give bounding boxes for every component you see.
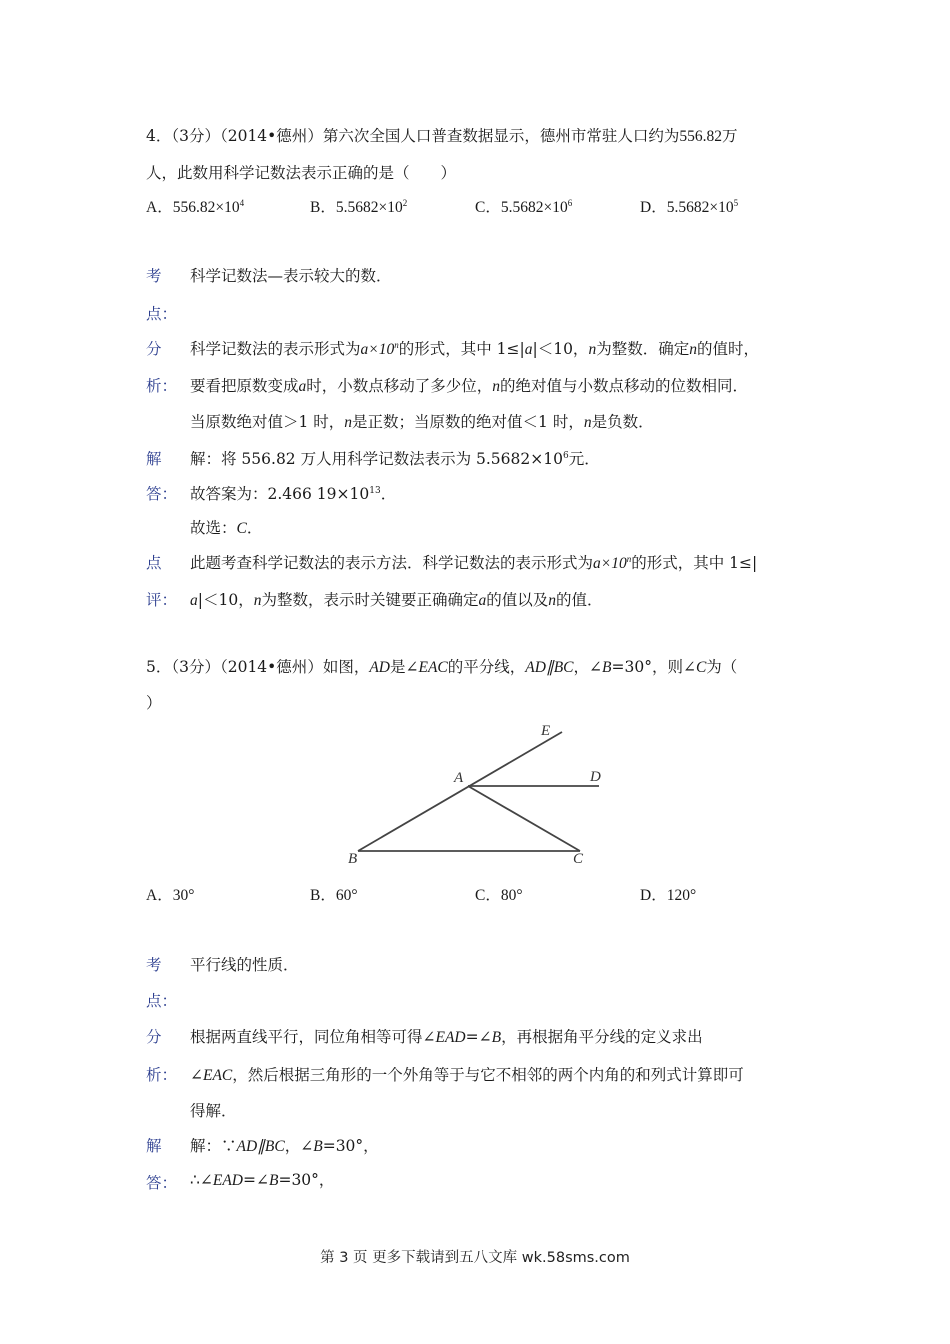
q5-option-b[interactable] bbox=[310, 886, 358, 906]
q4-option-a-label: A． bbox=[146, 199, 173, 216]
text-span: 科学记数法的表示形式为 bbox=[190, 340, 361, 358]
q5-stem-line-2: ） bbox=[146, 694, 162, 712]
q4-jieda-label-1: 解 bbox=[146, 450, 162, 468]
q4-jieda-line-1 bbox=[190, 449, 600, 469]
q4-option-a-base: 556.82×10 bbox=[172, 199, 240, 216]
math-span: EAC bbox=[203, 1067, 233, 1084]
math-exp: n bbox=[394, 340, 399, 350]
q4-option-b-label: B． bbox=[310, 199, 336, 216]
q4-fenxi-line-2 bbox=[190, 376, 748, 397]
q4-fenxi-line-3 bbox=[190, 412, 654, 433]
q4-option-c[interactable] bbox=[475, 198, 572, 218]
math-span: n bbox=[588, 341, 597, 358]
text-span: ∠ bbox=[190, 1066, 203, 1084]
q5-fenxi-line-2 bbox=[190, 1065, 744, 1086]
math-span: B bbox=[313, 1138, 323, 1155]
text-span: 此题考查科学记数法的表示方法．科学记数法的表示形式为 bbox=[190, 554, 594, 572]
q4-jieda-label-2: 答： bbox=[146, 485, 178, 503]
math-span: a bbox=[524, 341, 533, 358]
q4-fenxi-label-1: 分 bbox=[146, 340, 162, 358]
q4-kaodian-label-1: 考 bbox=[146, 267, 162, 285]
q5-stem-line-1 bbox=[146, 657, 737, 678]
q5-kaodian-label-1: 考 bbox=[146, 956, 162, 974]
math-span: a bbox=[298, 378, 307, 395]
q4-stem-number: 556.82 bbox=[679, 128, 722, 145]
q5-option-a[interactable] bbox=[146, 886, 194, 906]
text-span: ． bbox=[380, 485, 397, 503]
math-span: C bbox=[695, 659, 707, 676]
exp: 6 bbox=[562, 451, 569, 461]
text-span: 的值． bbox=[555, 591, 603, 609]
q4-option-d-exp: 5 bbox=[733, 198, 739, 208]
text-span: 故答案为：2.466 19×10 bbox=[190, 485, 370, 503]
math-span: a×10 bbox=[360, 341, 395, 358]
q5-option-b-value: 60° bbox=[335, 887, 358, 904]
text-span: 的形式，其中 1≤| bbox=[398, 340, 525, 358]
math-exp: n bbox=[626, 554, 632, 564]
text-span: 是正数；当原数的绝对值＜1 时， bbox=[352, 413, 584, 431]
segment-a-c bbox=[468, 786, 580, 851]
math-span: n bbox=[344, 414, 353, 431]
q4-option-d-label: D． bbox=[640, 199, 667, 216]
text-span: 是∠ bbox=[390, 658, 419, 676]
q4-stem-text: 4．（3分）（2014•德州）第六次全国人口普查数据显示，德州市常驻人口约为 bbox=[146, 127, 680, 145]
text-span: =30°，则∠ bbox=[611, 658, 696, 676]
q4-option-a-exp: 4 bbox=[239, 198, 245, 208]
q4-option-d[interactable] bbox=[640, 198, 738, 218]
text-span: ． bbox=[246, 519, 263, 537]
q5-option-d-value: 120° bbox=[666, 887, 697, 904]
text-span: =30°， bbox=[322, 1137, 379, 1155]
q5-option-c-value: 80° bbox=[500, 887, 523, 904]
text-span: 的值时， bbox=[696, 340, 759, 358]
q4-kaodian-text: 科学记数法—表示较大的数． bbox=[190, 267, 392, 285]
text-span: 元． bbox=[568, 450, 600, 468]
math-span: a bbox=[478, 592, 487, 609]
q5-jieda-line-2 bbox=[190, 1170, 334, 1191]
text-span: 为整数．确定 bbox=[596, 340, 690, 358]
q4-option-c-exp: 6 bbox=[567, 198, 573, 208]
q5-option-a-label: A． bbox=[146, 887, 173, 904]
math-span: n bbox=[583, 414, 592, 431]
label-d: D bbox=[590, 769, 601, 785]
text-span: 为整数，表示时关键要正确确定 bbox=[261, 591, 479, 609]
q4-jieda-line-2 bbox=[190, 484, 396, 504]
text-span: 是负数． bbox=[591, 413, 654, 431]
math-span: AD bbox=[369, 659, 390, 676]
math-span: B bbox=[491, 1029, 502, 1046]
math-span: AD∥BC bbox=[236, 1138, 285, 1155]
math-span: a bbox=[190, 592, 198, 609]
label-b: B bbox=[348, 851, 358, 867]
q4-stem-unit: 万 bbox=[721, 127, 738, 145]
q5-jieda-label-1: 解 bbox=[146, 1137, 162, 1155]
math-span: EAD bbox=[212, 1172, 243, 1189]
q5-fenxi-label-1: 分 bbox=[146, 1028, 162, 1046]
q4-kaodian-label-2: 点： bbox=[146, 305, 178, 323]
text-span: =∠ bbox=[243, 1171, 269, 1189]
q5-option-c[interactable] bbox=[475, 886, 523, 906]
page-footer: 第 3 页 更多下载请到五八文库 wk.58sms.com bbox=[320, 1250, 630, 1266]
q5-option-d[interactable] bbox=[640, 886, 696, 906]
math-span: n bbox=[548, 592, 556, 609]
text-span: ∴∠ bbox=[190, 1171, 213, 1189]
math-span: EAD bbox=[435, 1029, 466, 1046]
q5-jieda-label-2: 答： bbox=[146, 1174, 178, 1192]
math-span: a×10 bbox=[593, 555, 627, 572]
q4-jieda-line-3 bbox=[190, 518, 262, 539]
q4-fenxi-label-2: 析： bbox=[146, 377, 178, 395]
q4-option-b-base: 5.5682×10 bbox=[335, 199, 403, 216]
text-span: 解：将 556.82 万人用科学记数法表示为 5.5682×10 bbox=[190, 450, 563, 468]
text-span: 时，小数点移动了多少位， bbox=[306, 377, 493, 395]
q5-option-c-label: C． bbox=[475, 887, 501, 904]
text-span: 故选： bbox=[190, 519, 237, 537]
text-span: 的形式，其中 1≤| bbox=[631, 554, 758, 572]
text-span: 解：∵ bbox=[190, 1137, 237, 1155]
text-span: |＜10， bbox=[532, 340, 589, 358]
q4-stem-line-2: 人，此数用科学记数法表示正确的是（ ） bbox=[146, 164, 457, 182]
text-span: 要看把原数变成 bbox=[190, 377, 299, 395]
q4-option-a[interactable] bbox=[146, 198, 244, 218]
text-span: ，∠ bbox=[573, 658, 603, 676]
math-span: B bbox=[602, 659, 612, 676]
text-span: 的绝对值与小数点移动的位数相同． bbox=[500, 377, 749, 395]
text-span: ，∠ bbox=[284, 1137, 314, 1155]
q4-option-d-base: 5.5682×10 bbox=[666, 199, 734, 216]
math-span: B bbox=[268, 1172, 279, 1189]
q4-option-c-base: 5.5682×10 bbox=[500, 199, 568, 216]
q4-option-b[interactable] bbox=[310, 198, 407, 218]
q4-stem-line-1 bbox=[146, 126, 737, 147]
text-span: 的值以及 bbox=[486, 591, 549, 609]
q5-fenxi-line-3: 得解． bbox=[190, 1102, 237, 1120]
q4-fenxi-line-1 bbox=[190, 339, 759, 360]
q5-figure bbox=[340, 715, 620, 875]
q5-fenxi-label-2: 析： bbox=[146, 1066, 178, 1084]
q4-dianping-label-1: 点 bbox=[146, 554, 162, 572]
q4-dianping-label-2: 评： bbox=[146, 591, 178, 609]
text-span: =∠ bbox=[465, 1028, 492, 1046]
segment-b-e bbox=[358, 732, 562, 851]
q5-option-b-label: B． bbox=[310, 887, 336, 904]
q5-fenxi-line-1 bbox=[190, 1027, 703, 1048]
text-span: |＜10， bbox=[197, 591, 254, 609]
label-a: A bbox=[454, 770, 464, 786]
q5-option-d-label: D． bbox=[640, 887, 667, 904]
math-span: AD∥BC bbox=[525, 659, 574, 676]
text-span: 为（ bbox=[706, 658, 738, 676]
math-span: C bbox=[236, 520, 247, 537]
q4-option-b-exp: 2 bbox=[402, 198, 408, 208]
text-span: 根据两直线平行，同位角相等可得∠ bbox=[190, 1028, 436, 1046]
q5-option-a-value: 30° bbox=[172, 887, 195, 904]
math-span: EAC bbox=[418, 659, 448, 676]
text-span: ，再根据角平分线的定义求出 bbox=[501, 1028, 703, 1046]
label-c: C bbox=[573, 851, 584, 867]
text-span: 的平分线， bbox=[447, 658, 526, 676]
q5-jieda-line-1 bbox=[190, 1136, 379, 1157]
text-span: ，然后根据三角形的一个外角等于与它不相邻的两个内角的和列式计算即可 bbox=[232, 1066, 744, 1084]
exp: 13 bbox=[369, 486, 381, 496]
q4-dianping-line-2 bbox=[190, 590, 603, 611]
text-span: 5．（3分）（2014•德州）如图， bbox=[146, 658, 370, 676]
q4-option-c-label: C． bbox=[475, 199, 501, 216]
text-span: =30°， bbox=[278, 1171, 335, 1189]
q4-dianping-line-1 bbox=[190, 553, 757, 574]
text-span: 当原数绝对值＞1 时， bbox=[190, 413, 345, 431]
q5-kaodian-text: 平行线的性质． bbox=[190, 956, 299, 974]
q5-kaodian-label-2: 点： bbox=[146, 992, 178, 1010]
math-span: n bbox=[689, 341, 697, 358]
math-span: n bbox=[253, 592, 262, 609]
math-span: n bbox=[492, 378, 501, 395]
label-e: E bbox=[541, 723, 551, 739]
